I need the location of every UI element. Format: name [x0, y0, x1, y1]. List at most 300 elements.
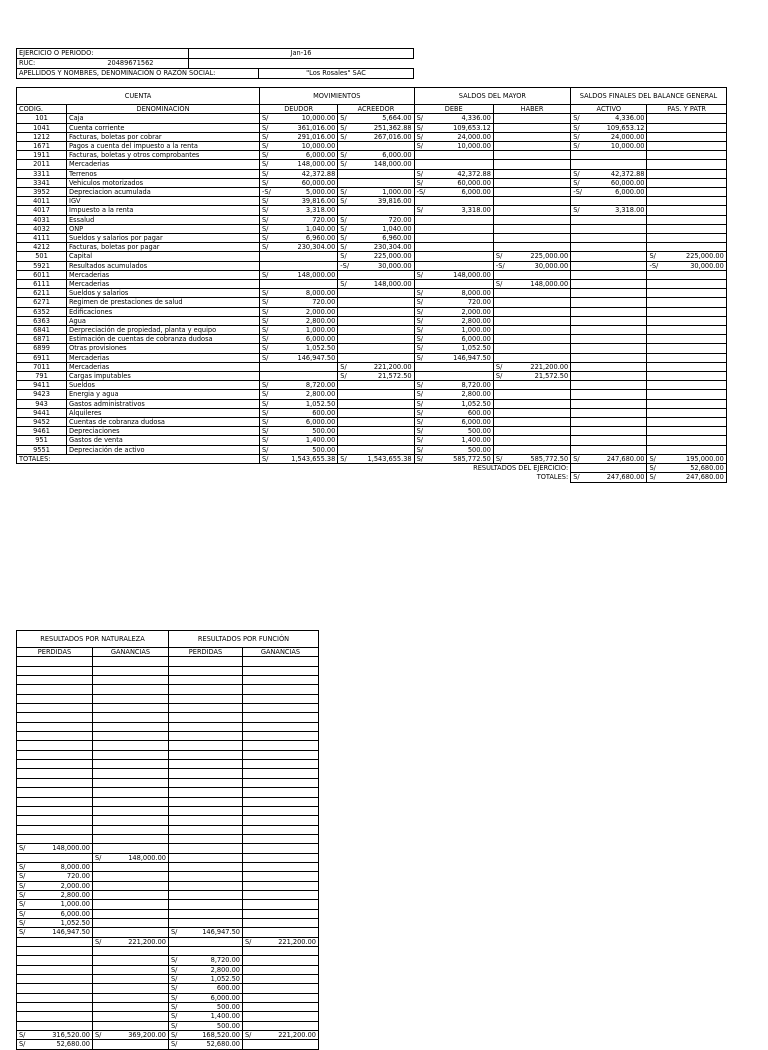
account-name: Sueldos y salarios por pagar: [67, 233, 260, 242]
amount-cell: [584, 427, 647, 436]
amount-cell: 221,200.00: [507, 362, 571, 371]
amount-cell: [113, 872, 169, 881]
currency-cell: S/: [414, 316, 427, 325]
currency-cell: [414, 215, 427, 224]
amount-cell: [660, 224, 726, 233]
currency-cell: [571, 371, 584, 380]
currency-cell: [243, 816, 263, 825]
amount-cell: 2,000.00: [273, 307, 338, 316]
amount-cell: [263, 676, 319, 685]
currency-cell: [169, 704, 189, 713]
account-name: Depreciaciones: [67, 427, 260, 436]
currency-cell: S/: [414, 141, 427, 150]
amount-cell: [273, 362, 338, 371]
amount-cell: 60,000.00: [273, 178, 338, 187]
currency-cell: S/: [338, 252, 351, 261]
group-saldos-finales: SALDOS FINALES DEL BALANCE GENERAL: [571, 88, 727, 105]
amount-cell: [113, 928, 169, 937]
currency-cell: S/: [338, 224, 351, 233]
amount-cell: [37, 797, 93, 806]
amount-cell: 52,680.00: [37, 1040, 93, 1049]
currency-cell: [338, 390, 351, 399]
currency-cell: [17, 993, 37, 1002]
amount-cell: [660, 233, 726, 242]
currency-cell: [571, 436, 584, 445]
amount-cell: [660, 307, 726, 316]
table-row: [17, 657, 319, 666]
account-code: 1671: [17, 141, 67, 150]
currency-cell: [493, 344, 506, 353]
currency-cell: [93, 732, 113, 741]
currency-cell: S/: [260, 298, 273, 307]
amount-cell: [427, 151, 493, 160]
amount-cell: [584, 399, 647, 408]
amount-cell: 109,653.12: [427, 123, 493, 132]
currency-cell: [647, 362, 660, 371]
account-name: Mercaderias: [67, 270, 260, 279]
currency-cell: [493, 224, 506, 233]
currency-cell: [647, 418, 660, 427]
currency-cell: [169, 722, 189, 731]
currency-cell: [93, 918, 113, 927]
nombre-label: APELLIDOS Y NOMBRES, DENOMINACIÓN O RAZÓN SOCIAL:: [17, 69, 259, 79]
currency-cell: S/: [414, 381, 427, 390]
table-row: [17, 325, 727, 334]
amount-cell: [113, 1021, 169, 1030]
col-ganancias-funcion: GANANCIAS: [243, 648, 319, 657]
amount-cell: [507, 325, 571, 334]
amount-cell: [37, 694, 93, 703]
currency-cell: [93, 872, 113, 881]
currency-cell: S/: [93, 853, 113, 862]
currency-cell: [338, 381, 351, 390]
amount-cell: [660, 381, 726, 390]
account-code: 6911: [17, 353, 67, 362]
amount-cell: 8,000.00: [273, 289, 338, 298]
currency-cell: [338, 169, 351, 178]
currency-cell: [571, 362, 584, 371]
currency-cell: [493, 381, 506, 390]
account-code: 9461: [17, 427, 67, 436]
currency-cell: [647, 307, 660, 316]
amount-cell: 3,318.00: [427, 206, 493, 215]
currency-cell: [647, 187, 660, 196]
currency-cell: S/: [260, 445, 273, 454]
amount-cell: [660, 132, 726, 141]
currency-cell: [571, 151, 584, 160]
currency-cell: S/: [414, 206, 427, 215]
col-debe: DEBE: [414, 105, 493, 114]
amount-cell: [507, 141, 571, 150]
currency-cell: [93, 965, 113, 974]
table-row: [17, 909, 319, 918]
table-row: [17, 713, 319, 722]
amount-cell: 60,000.00: [427, 178, 493, 187]
amount-cell: [660, 344, 726, 353]
account-name: Cuenta corriente: [67, 123, 260, 132]
currency-cell: [647, 436, 660, 445]
currency-cell: [493, 316, 506, 325]
currency-cell: S/: [169, 928, 189, 937]
amount-cell: [584, 289, 647, 298]
currency-cell: [17, 676, 37, 685]
amount-cell: 6,960.00: [351, 233, 414, 242]
totals-label: TOTALES:: [17, 454, 260, 463]
amount-cell: [37, 685, 93, 694]
account-code: 6352: [17, 307, 67, 316]
table-row: [17, 853, 319, 862]
table-row: [17, 956, 319, 965]
account-code: 2011: [17, 160, 67, 169]
currency-cell: S/: [571, 123, 584, 132]
currency-cell: [17, 825, 37, 834]
account-code: 7011: [17, 362, 67, 371]
amount-cell: 146,947.50: [189, 928, 243, 937]
currency-cell: [647, 178, 660, 187]
account-name: Facturas, boletas por pagar: [67, 243, 260, 252]
amount-cell: [507, 178, 571, 187]
amount-cell: [427, 252, 493, 261]
currency-cell: S/: [260, 224, 273, 233]
currency-cell: [493, 390, 506, 399]
amount-cell: [351, 316, 414, 325]
table-row: [17, 1003, 319, 1012]
table-row: [17, 844, 319, 853]
amount-cell: [351, 270, 414, 279]
currency-cell: S/: [338, 279, 351, 288]
table-row: [17, 750, 319, 759]
table-row: [17, 984, 319, 993]
table-row: [17, 408, 727, 417]
amount-cell: 369,200.00: [113, 1031, 169, 1040]
currency-cell: [338, 353, 351, 362]
currency-cell: [647, 114, 660, 123]
currency-cell: -S/: [260, 187, 273, 196]
account-name: Terrenos: [67, 169, 260, 178]
currency-cell: [93, 760, 113, 769]
currency-cell: S/: [17, 928, 37, 937]
amount-cell: [351, 307, 414, 316]
table-row: [17, 1012, 319, 1021]
currency-cell: [647, 335, 660, 344]
currency-cell: [338, 141, 351, 150]
currency-cell: S/: [17, 1040, 37, 1049]
amount-cell: 6,000.00: [37, 909, 93, 918]
currency-cell: [169, 732, 189, 741]
amount-cell: 1,040.00: [351, 224, 414, 233]
account-code: 6211: [17, 289, 67, 298]
amount-cell: 2,800.00: [427, 390, 493, 399]
amount-cell: 148,000.00: [273, 160, 338, 169]
amount-cell: 146,947.50: [37, 928, 93, 937]
table-row: [17, 427, 727, 436]
totals-row: TOTALES: S/ 1,543,655.38 S/ 1,543,655.38 S/ 585,772.50 S/ 585,772.50 S/ 247,680.00 S/ 195,000.00: [17, 454, 727, 463]
currency-cell: [93, 769, 113, 778]
currency-cell: [93, 825, 113, 834]
currency-cell: S/: [260, 418, 273, 427]
amount-cell: [37, 732, 93, 741]
amount-cell: [263, 694, 319, 703]
amount-cell: [263, 732, 319, 741]
amount-cell: [507, 215, 571, 224]
currency-cell: [493, 427, 506, 436]
currency-cell: [243, 975, 263, 984]
amount-cell: [507, 381, 571, 390]
amount-cell: [37, 984, 93, 993]
currency-cell: [338, 418, 351, 427]
currency-cell: [571, 233, 584, 242]
amount-cell: [263, 760, 319, 769]
currency-cell: [647, 298, 660, 307]
col-perdidas-naturaleza: PERDIDAS: [17, 648, 93, 657]
currency-cell: S/: [260, 325, 273, 334]
currency-cell: [169, 909, 189, 918]
amount-cell: [189, 900, 243, 909]
amount-cell: [351, 344, 414, 353]
currency-cell: [493, 418, 506, 427]
amount-cell: [189, 825, 243, 834]
account-code: 9452: [17, 418, 67, 427]
currency-cell: S/: [414, 399, 427, 408]
currency-cell: [243, 778, 263, 787]
currency-cell: S/: [260, 408, 273, 417]
currency-cell: [571, 252, 584, 261]
currency-cell: [243, 965, 263, 974]
amount-cell: [507, 353, 571, 362]
currency-cell: [571, 335, 584, 344]
amount-cell: [660, 151, 726, 160]
table-row: [17, 834, 319, 843]
account-code: 6871: [17, 335, 67, 344]
amount-cell: 1,400.00: [189, 1012, 243, 1021]
amount-cell: [427, 371, 493, 380]
amount-cell: [351, 169, 414, 178]
currency-cell: [93, 750, 113, 759]
currency-cell: [338, 307, 351, 316]
table-row: [17, 769, 319, 778]
currency-cell: [93, 816, 113, 825]
currency-cell: S/: [493, 279, 506, 288]
amount-cell: [189, 769, 243, 778]
amount-cell: [584, 233, 647, 242]
table-row: [17, 788, 319, 797]
amount-cell: [584, 316, 647, 325]
currency-cell: S/: [260, 436, 273, 445]
account-code: 951: [17, 436, 67, 445]
currency-cell: [243, 918, 263, 927]
currency-cell: [243, 722, 263, 731]
amount-cell: 24,000.00: [427, 132, 493, 141]
table-row: [17, 947, 319, 956]
currency-cell: [414, 252, 427, 261]
amount-cell: [351, 445, 414, 454]
amount-cell: [660, 270, 726, 279]
currency-cell: [93, 844, 113, 853]
amount-cell: [507, 390, 571, 399]
currency-cell: -S/: [571, 187, 584, 196]
table-row: [17, 872, 319, 881]
currency-cell: [493, 233, 506, 242]
currency-cell: [647, 381, 660, 390]
amount-cell: [584, 261, 647, 270]
amount-cell: [37, 975, 93, 984]
amount-cell: [584, 298, 647, 307]
amount-cell: [189, 853, 243, 862]
table-row: [17, 390, 727, 399]
amount-cell: [660, 160, 726, 169]
currency-cell: S/: [571, 141, 584, 150]
currency-cell: [93, 657, 113, 666]
col-pasivo-patrimonio: PAS. Y PATR: [647, 105, 726, 114]
currency-cell: [243, 853, 263, 862]
table-row: [17, 694, 319, 703]
account-name: Regimen de prestaciones de salud: [67, 298, 260, 307]
amount-cell: [584, 344, 647, 353]
currency-cell: [414, 197, 427, 206]
currency-cell: S/: [260, 123, 273, 132]
amount-cell: [660, 445, 726, 454]
account-name: IGV: [67, 197, 260, 206]
amount-cell: 3,318.00: [273, 206, 338, 215]
currency-cell: [647, 224, 660, 233]
currency-cell: [243, 788, 263, 797]
amount-cell: [660, 215, 726, 224]
currency-cell: S/: [571, 132, 584, 141]
currency-cell: [169, 666, 189, 675]
currency-cell: [243, 750, 263, 759]
currency-cell: [260, 362, 273, 371]
amount-cell: 6,960.00: [273, 233, 338, 242]
currency-cell: S/: [17, 918, 37, 927]
amount-cell: [263, 900, 319, 909]
account-code: 4031: [17, 215, 67, 224]
amount-cell: [37, 750, 93, 759]
amount-cell: [351, 399, 414, 408]
currency-cell: [93, 881, 113, 890]
currency-cell: [17, 956, 37, 965]
table-row: [17, 778, 319, 787]
currency-cell: [169, 872, 189, 881]
table-row: [17, 141, 727, 150]
currency-cell: [571, 289, 584, 298]
amount-cell: 42,372.88: [427, 169, 493, 178]
currency-cell: [93, 975, 113, 984]
currency-cell: [414, 243, 427, 252]
currency-cell: [260, 261, 273, 270]
amount-cell: 146,947.50: [273, 353, 338, 362]
account-code: 6271: [17, 298, 67, 307]
currency-cell: [17, 732, 37, 741]
amount-cell: [113, 1012, 169, 1021]
amount-cell: [263, 666, 319, 675]
amount-cell: 2,800.00: [37, 890, 93, 899]
currency-cell: S/: [338, 243, 351, 252]
worksheet-table: [16, 87, 727, 483]
currency-cell: [243, 928, 263, 937]
currency-cell: S/: [338, 132, 351, 141]
currency-cell: [414, 233, 427, 242]
currency-cell: [93, 909, 113, 918]
currency-cell: [338, 344, 351, 353]
currency-cell: S/: [17, 881, 37, 890]
currency-cell: [493, 289, 506, 298]
amount-cell: [37, 788, 93, 797]
currency-cell: [243, 676, 263, 685]
account-name: Edificaciones: [67, 307, 260, 316]
amount-cell: 720.00: [427, 298, 493, 307]
table-row: [17, 169, 727, 178]
currency-cell: [414, 224, 427, 233]
amount-cell: [351, 335, 414, 344]
currency-cell: [93, 666, 113, 675]
currency-cell: [93, 900, 113, 909]
currency-cell: S/: [414, 178, 427, 187]
currency-cell: [493, 353, 506, 362]
currency-cell: S/: [17, 872, 37, 881]
table-row: [17, 399, 727, 408]
currency-cell: -S/: [647, 261, 660, 270]
currency-cell: [17, 834, 37, 843]
amount-cell: [113, 750, 169, 759]
amount-cell: [37, 666, 93, 675]
currency-cell: S/: [260, 169, 273, 178]
amount-cell: [427, 215, 493, 224]
amount-cell: 6,000.00: [273, 418, 338, 427]
amount-cell: [660, 325, 726, 334]
amount-cell: [113, 769, 169, 778]
account-name: Agua: [67, 316, 260, 325]
amount-cell: [584, 224, 647, 233]
amount-cell: [507, 160, 571, 169]
currency-cell: [17, 713, 37, 722]
currency-cell: [243, 909, 263, 918]
amount-cell: [351, 325, 414, 334]
amount-cell: [113, 975, 169, 984]
currency-cell: S/: [414, 270, 427, 279]
amount-cell: 30,000.00: [351, 261, 414, 270]
currency-cell: [414, 261, 427, 270]
account-name: Cargas imputables: [67, 371, 260, 380]
table-row: [17, 178, 727, 187]
currency-cell: [17, 1012, 37, 1021]
currency-cell: [243, 769, 263, 778]
amount-cell: [189, 657, 243, 666]
amount-cell: [351, 353, 414, 362]
table-row: [17, 298, 727, 307]
table-row: [17, 797, 319, 806]
amount-cell: [263, 928, 319, 937]
currency-cell: [414, 279, 427, 288]
amount-cell: [37, 937, 93, 946]
account-name: Energia y agua: [67, 390, 260, 399]
currency-cell: [571, 270, 584, 279]
currency-cell: [493, 187, 506, 196]
currency-cell: [493, 445, 506, 454]
currency-cell: [243, 685, 263, 694]
final-totals-row: TOTALES: S/ 247,680.00 S/ 247,680.00: [17, 473, 727, 482]
amount-cell: [584, 215, 647, 224]
currency-cell: [338, 408, 351, 417]
table-row: [17, 993, 319, 1002]
currency-cell: [17, 760, 37, 769]
currency-cell: S/: [338, 187, 351, 196]
amount-cell: 6,000.00: [427, 187, 493, 196]
currency-cell: [93, 928, 113, 937]
amount-cell: 10,000.00: [584, 141, 647, 150]
amount-cell: [427, 243, 493, 252]
amount-cell: [507, 197, 571, 206]
table-row: [17, 353, 727, 362]
